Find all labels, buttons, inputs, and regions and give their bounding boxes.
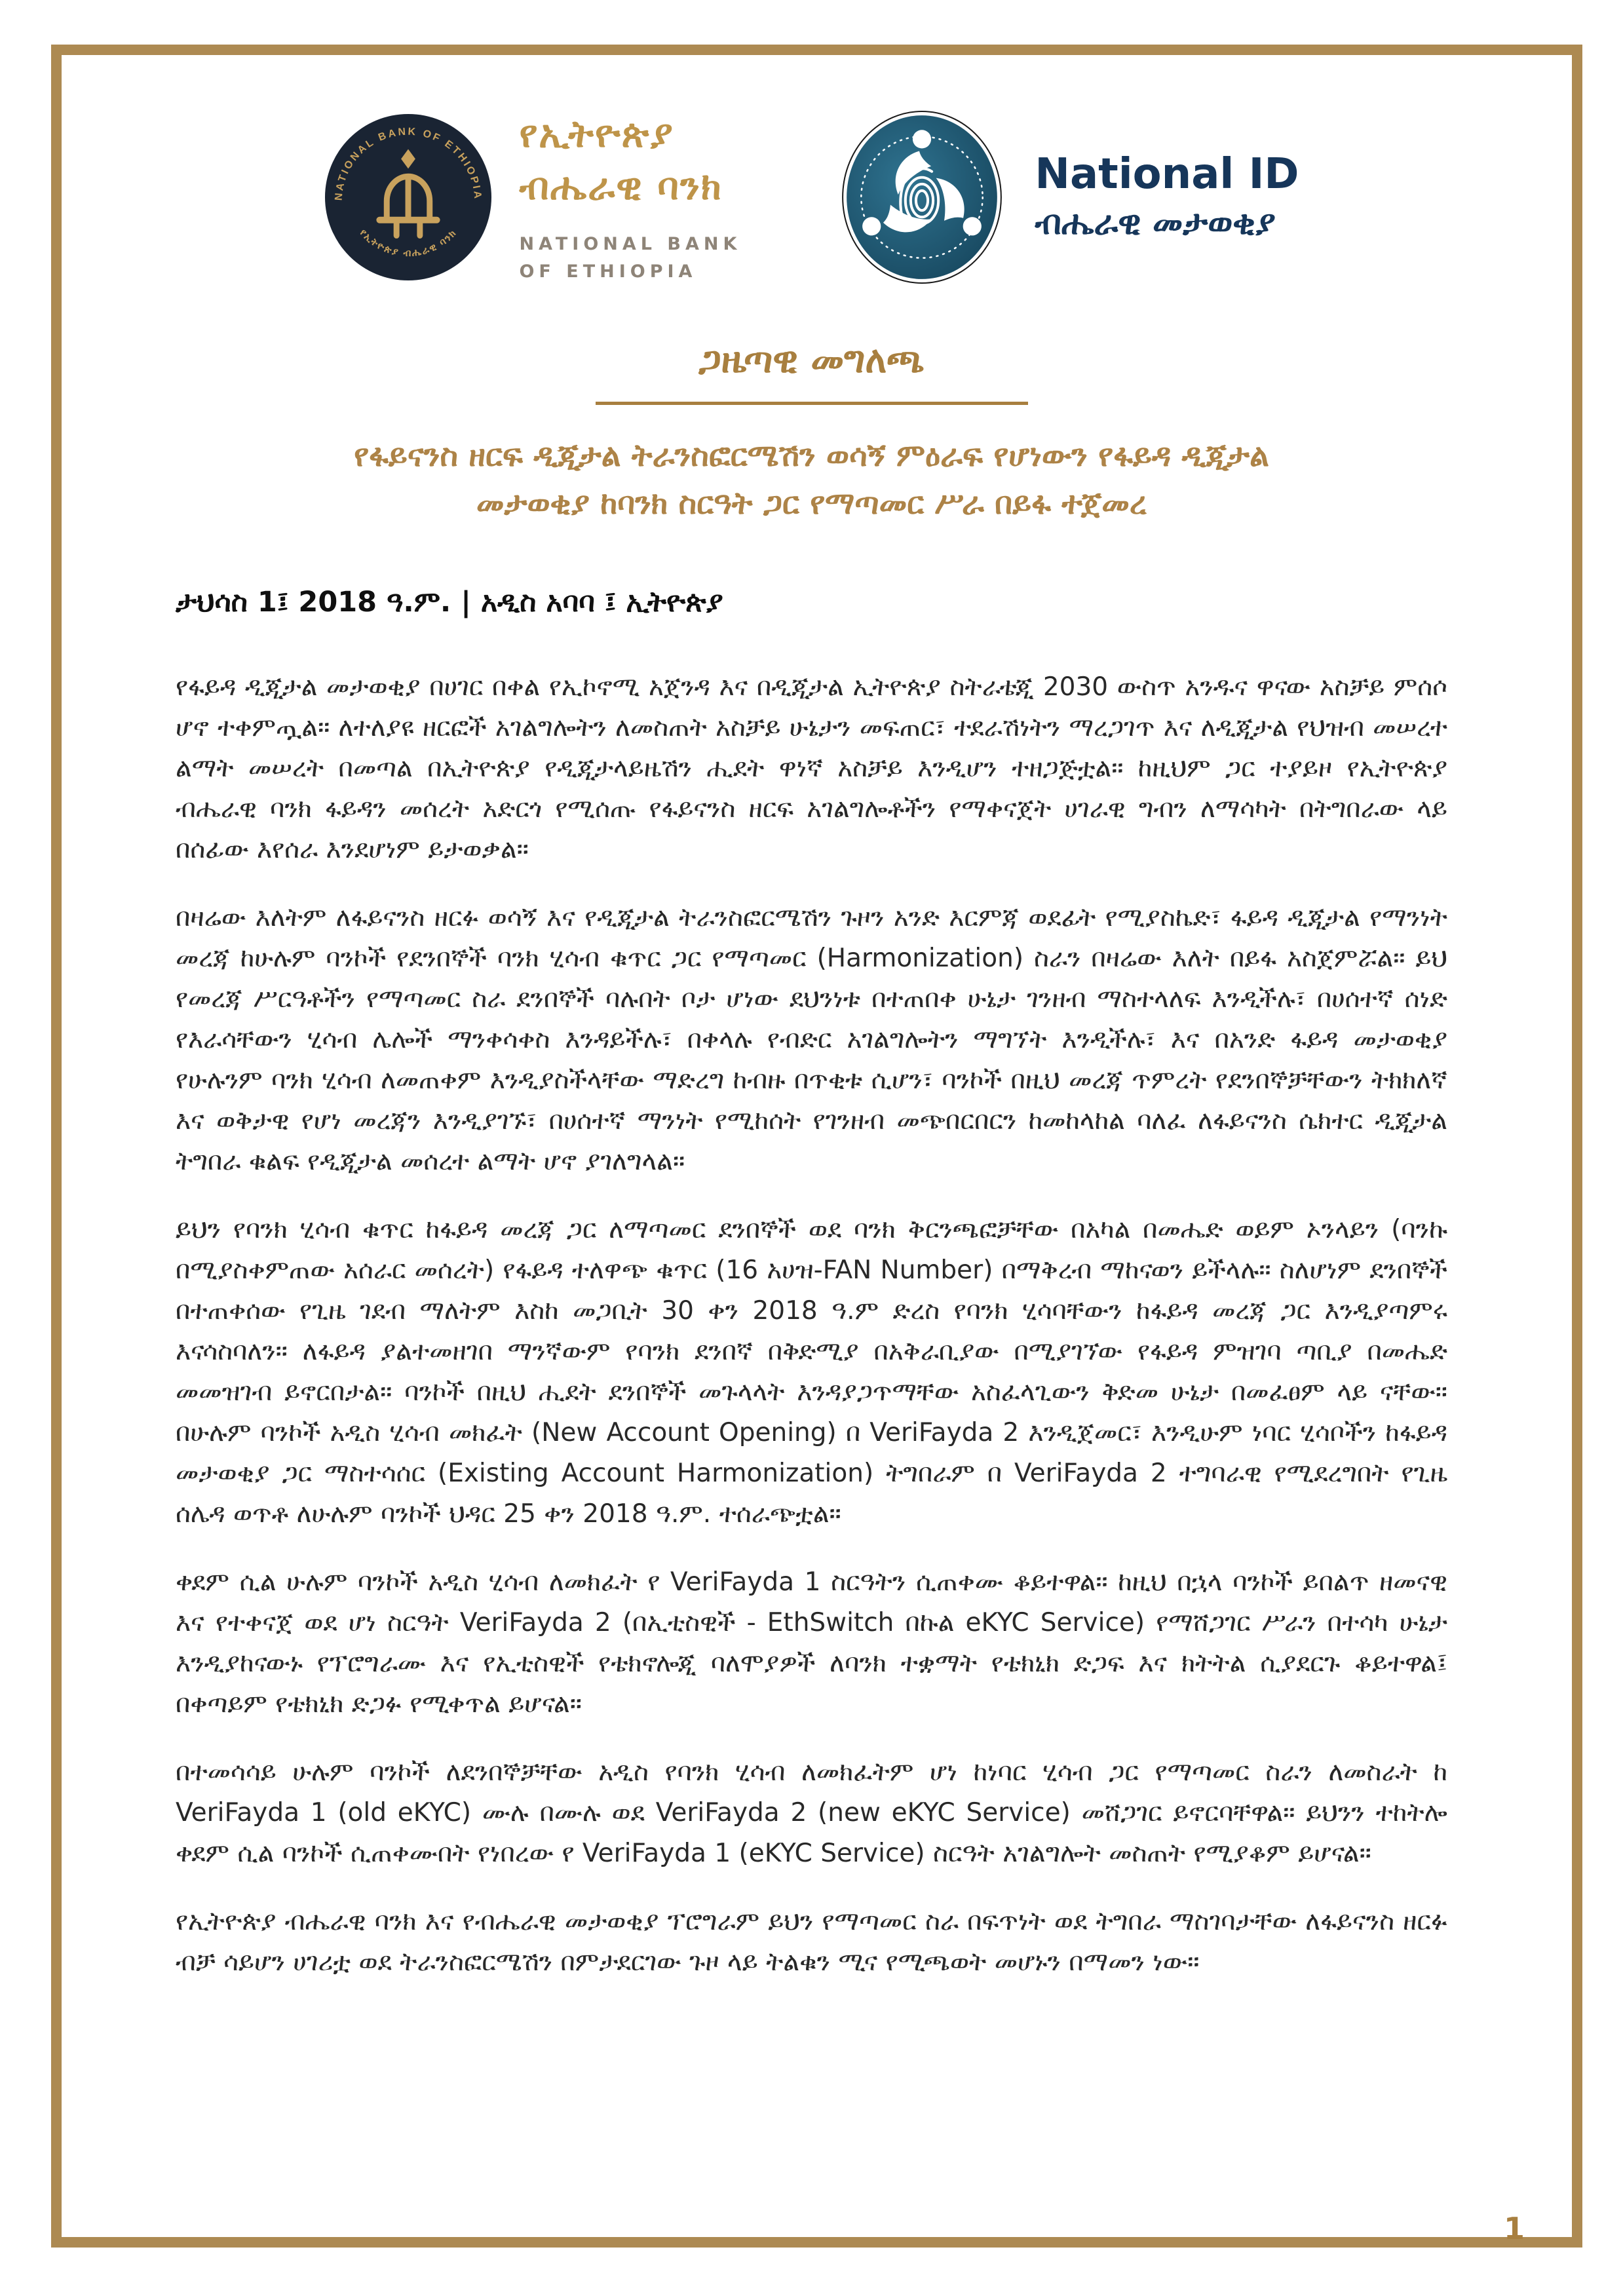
nbe-english-name-line2: OF ETHIOPIA [519,261,697,282]
paragraph-1: የፋይዳ ዲጂታል መታወቂያ በሀገር በቀል የኢኮኖሚ አጀንዳ እና በዲጂታል ኢትዮጵያ ስትራቴጂ 2030 ውስጥ አንዱና ዋናው አስቻይ ምሰሶ ሆኖ ተቀምጧል። ለተለያዩ ዘርፎች አገልግሎትን ለመስጠት አስቻይ ሁኔታን መፍጠር፣ ተደራሽነትን ማረጋገጥ እና ለዲጂታል የህዝብ መሠረተ ልማት መሠረት በመጣል በኢትዮጵያ የዲጂታላይዜሽን ሒደት ዋነኛ አስቻይ እንዲሆን ተዘጋጅቷል። ከዚህም ጋር ተያይዞ የኢትዮጵያ ብሔራዊ ባንክ ፋይዳን መሰረት አድርጎ የሚሰጡ የፋይናንስ ዘርፍ አገልግሎቶችን የማቀናጀት ሀገራዊ ግብን ለማሳካት በትግበራው ላይ በሰፊው እየሰራ እንደሆነም ይታወቃል። [176,672,1447,864]
national-id-title: National ID [1035,149,1299,199]
nbe-amharic-name-line1: የኢትዮጵያ [519,113,674,157]
page-title: ጋዜጣዊ መግለጫ [698,339,925,381]
national-id-logo-text [1035,151,1299,243]
release-body [176,667,1447,1983]
paragraph-5: በተመሳሳይ ሁሉም ባንኮች ለደንበኞቻቸው አዲስ የባንክ ሂሳብ ለመክፈትም ሆነ ከነባር ሂሳብ ጋር የማጣመር ስራን ለመስራት ከ VeriFayda 1 (old eKYC) ሙሉ በሙሉ ወደ VeriFayda 2 (new eKYC Service) መሸጋገር ይኖርባቸዋል። ይህንን ተከትሎ ቀደም ሲል ባንኮች ሲጠቀሙበት የነበረው የ VeriFayda 1 (eKYC Service) ስርዓት አገልግሎት መስጠት የሚያቆም ይሆናል። [176,1757,1447,1868]
nbe-seal-ring-bottom-text: የኢትዮጵያ ብሔራዊ ባንክ [358,226,459,259]
nbe-seal-icon [324,113,493,282]
nbe-seal-ring-top-text: NATIONAL BANK OF ETHIOPIA [334,126,484,201]
paragraph-6: የኢትዮጵያ ብሔራዊ ባንክ እና የብሔራዊ መታወቂያ ፕሮግራም ይህን የማጣመር ስራ በፍጥነት ወደ ትግበራ ማስገባታቸው ለፋይናንስ ዘርፉ ብቻ ሳይሆን ሀገሪቷ ወደ ትራንስፎርሜሽን በምታደርገው ጉዞ ላይ ትልቁን ሚና የሚጫወት መሆኑን በማመን ነው። [176,1906,1447,1977]
national-id-logo [839,108,1299,286]
nbe-logo-text [519,109,741,285]
nbe-logo [324,109,741,285]
nbe-english-name-line1: NATIONAL BANK [519,233,742,254]
nbe-amharic-name-line2: ብሔራዊ ባንክ [519,165,723,209]
dateline: ታህሳስ 1፤ 2018 ዓ.ም. | አዲስ አባባ ፤ ኢትዮጵያ [176,585,723,619]
national-id-emblem-icon [839,108,1004,286]
national-id-amharic-subtitle: ብሔራዊ መታወቂያ [1035,204,1276,243]
paragraph-3: ይህን የባንክ ሂሳብ ቁጥር ከፋይዳ መረጃ ጋር ለማጣመር ደንበኞች ወደ ባንክ ቅርንጫፎቻቸው በአካል በመሔድ ወይም ኦንላይን (ባንኩ በሚያስቀምጠው አሰራር መሰረት) የፋይዳ ተለዋጭ ቁጥር (16 አሀዝ-FAN Number) በማቅረብ ማከናወን ይችላሉ። ስለሆነም ደንበኞች በተጠቀሰው የጊዜ ገደብ ማለትም እስከ መጋቢት 30 ቀን 2018 ዓ.ም ድረስ የባንክ ሂሳባቸውን ከፋይዳ መረጃ ጋር እንዲያጣምሩ እናሳስባለን። ለፋይዳ ያልተመዘገበ ማንኛውም የባንክ ደንበኛ በቅድሚያ በአቅራቢያው በሚያገኘው የፋይዳ ምዝገባ ጣቢያ በመሔድ መመዝገብ ይኖርበታል። ባንኮች በዚህ ሒደት ደንበኞች መጉላላት እንዳያጋጥማቸው አስፈላጊውን ቅድመ ሁኔታ በመፈፀም ላይ ናቸው። በሁሉም ባንኮች አዲስ ሂሳብ መክፈት (New Account Opening) በ VeriFayda 2 እንዲጀመር፣ እንዲሁም ነባር ሂሳቦችን ከፋይዳ መታወቂያ ጋር ማስተሳሰር (Existing Account Harmonization) ትግበራም በ VeriFayda 2 ተግባራዊ የሚደረግበት የጊዜ ሰሌዳ ወጥቶ ለሁሉም ባንኮች ህዳር 25 ቀን 2018 ዓ.ም. ተሰራጭቷል። [176,1214,1447,1529]
paragraph-2: በዛሬው እለትም ለፋይናንስ ዘርፉ ወሳኝ እና የዲጂታል ትራንስፎርሜሽን ጉዞን አንድ እርምጃ ወደፊት የሚያስኬድ፣ ፋይዳ ዲጂታል የማንነት መረጃ ከሁሉም ባንኮች የደንበኞች ባንክ ሂሳብ ቁጥር ጋር የማጣመር (Harmonization) ስራን በዛሬው እለት በይፋ አስጀምሯል። ይህ የመረጃ ሥርዓቶችን የማጣመር ስራ ደንበኞች ባሉበት ቦታ ሆነው ደህንነቱ በተጠበቀ ሁኔታ ገንዘብ ማስተላለፍ እንዲችሉ፣ በሀሰተኛ ሰነድ የእራሳቸውን ሂሳብ ሌሎች ማንቀሳቀስ እንዳይችሉ፣ በቀላሉ የብድር አገልግሎትን ማግኘት እንዲችሉ፣ እና በአንድ ፋይዳ መታወቂያ የሁሉንም ባንክ ሂሳብ ለመጠቀም እንዲያስችላቸው ማድረግ ከብዙ በጥቂቱ ሲሆን፣ ባንኮች በዚህ መረጃ ጥምረት የደንበኞቻቸውን ትክክለኛ እና ወቅታዊ የሆነ መረጃን እንዲያገኙ፣ በሀሰተኛ ማንነት የሚከሰት የገንዘብ መጭበርበርን ከመከላከል ባለፈ ለፋይናንስ ሴክተር ዲጂታል ትግበራ ቁልፍ የዲጂታል መሰረተ ልማት ሆኖ ያገለግላል። [176,902,1447,1176]
title-divider [596,402,1028,405]
header-logos [0,0,1623,286]
page-number: 1 [1503,2211,1525,2246]
release-subtitle-line1: የፋይናንስ ዘርፍ ዲጂታል ትራንስፎርሜሽን ወሳኝ ምዕራፍ የሆነውን የፋይዳ ዲጂታል [354,438,1269,474]
release-subtitle [235,432,1388,528]
paragraph-4: ቀደም ሲል ሁሉም ባንኮች አዲስ ሂሳብ ለመክፈት የ VeriFayda 1 ስርዓትን ሲጠቀሙ ቆይተዋል። ከዚህ በኋላ ባንኮች ይበልጥ ዘመናዊ እና የተቀናጀ ወደ ሆነ ስርዓት VeriFayda 2 (በኢቲስዊች - EthSwitch በኩል eKYC Service) የማሸጋገር ሥራን በተሳካ ሁኔታ እንዲያከናውኑ የፕሮግራሙ እና የኢቲስዊች የቴክኖሎጂ ባለሞያዎች ለባንክ ተቋማት የቴክኒክ ድጋፍ እና ክትትል ሲያደርጉ ቆይተዋል፤ በቀጣይም የቴክኒክ ድጋፉ የሚቀጥል ይሆናል። [176,1567,1447,1719]
release-subtitle-line2: መታወቂያ ከባንክ ስርዓት ጋር የማጣመር ሥራ በይፋ ተጀመረ [476,485,1147,522]
